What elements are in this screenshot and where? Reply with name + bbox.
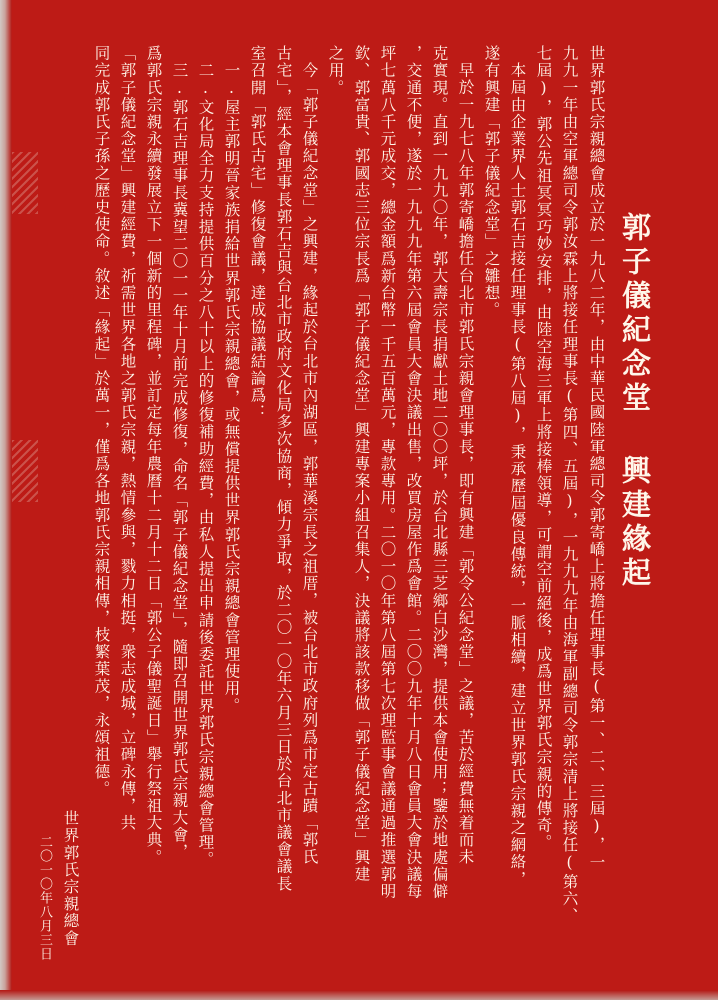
body-column-13: 古宅」，經本會理事長郭石吉與台北市政府文化局多次協商，傾力爭取，於二〇一〇年六月三日於台北市議會議長 — [274, 45, 293, 893]
body-column-9: 坪七萬八千元成交，總金額爲新台幣一千五百萬元，專款專用。二〇一〇年第八屆第七次理監事會議通過推選郭明 — [378, 45, 397, 900]
document-title: 郭子儀紀念堂 興建緣起 — [618, 212, 652, 591]
bottom-edge — [0, 990, 718, 1000]
body-column-8: ，交通不便，遂於一九九九年第六屆會員大會決議出售，改買房屋作爲會館。二〇〇九年十月八日會員大會決議每 — [404, 45, 423, 900]
body-column-19: 「郭子儀紀念堂」興建經費，祈需世界各地之郭氏宗親，熱情參與，戮力相挺，衆志成城，立碑永傳，共 — [118, 45, 137, 832]
body-column-4: 本屆由企業界人士郭石吉接任理事長(第八屆)，秉承歷屆優良傳統，一脈相續，建立世界郭氏宗親之網絡， — [508, 62, 527, 888]
body-column-1: 世界郭氏宗親總會成立於一九八二年，由中華民國陸軍總司令郭寄嶠上將擔任理事長(第一、二、三屆)，一 — [587, 45, 606, 871]
body-column-7: 克實現。直到一九九〇年，郭大壽宗長捐獻土地二〇〇坪，於台北縣三芝鄉白沙灣，提供本會使用；鑒於地處偏僻 — [430, 45, 449, 900]
body-column-16: 二.文化局全力支持提供百分之八十以上的修復補助經費，由私人提出申請後委託世界郭氏宗親總會管理。 — [196, 62, 215, 869]
body-column-5: 遂有興建「郭子儀紀念堂」之雛想。 — [482, 45, 501, 319]
edge-scuff — [12, 152, 38, 214]
binding-edge — [0, 0, 12, 1000]
body-column-12: 今「郭子儀紀念堂」之興建，緣起於台北市內湖區，郭華溪宗長之祖厝，被台北市政府列爲市定古蹟「郭氏 — [300, 62, 319, 866]
body-column-20: 同完成郭氏子孫之歷史使命。敘述「緣起」於萬一，僅爲各地郭氏宗親相傳，枝繁葉茂，永頌祖德。 — [92, 45, 111, 798]
body-column-11: 之用。 — [326, 45, 345, 97]
body-column-6: 早於一九七八年郭寄嶠擔任台北市郭氏宗親會理事長，即有興建「郭令公紀念堂」之議，苦於經費無着而未 — [456, 62, 475, 866]
body-column-3: 七屆)，郭公先祖冥冥巧妙安排，由陸空海三軍上將接棒領導，可謂空前絕後，成爲世界郭氏宗親的傳奇。 — [534, 45, 553, 852]
body-column-2: 九九一年由空軍總司令郭汝霖上將接任理事長(第四、五屆)，一九九九年由海軍副總司令郭宗清上將接任(第六、 — [560, 45, 579, 925]
body-column-10: 欽、郭富貴、郭國志三位宗長爲「郭子儀紀念堂」興建專案小組召集人，決議將該款移做「郭子儀紀念堂」興建 — [352, 45, 371, 883]
edge-scuff — [12, 440, 38, 502]
document-date: 二〇一〇年八月三日 — [37, 835, 52, 961]
body-column-15: 一.屋主郭明晉家族捐給世界郭氏宗親總會，或無償提供世界郭氏宗親總會管理使用。 — [222, 62, 241, 715]
body-column-18: 爲郭氏宗親永續發展立下一個新的里程碑，並訂定每年農曆十二月十二日「郭公子儀聖誕日」舉行祭祖大典。 — [144, 45, 163, 866]
signature: 世界郭氏宗親總會 — [61, 810, 80, 947]
body-column-17: 三.郭石吉理事長冀望二〇一一年十月前完成修復，命名「郭子儀紀念堂」，隨即召開世界郭氏宗親大會， — [170, 62, 189, 861]
body-column-14: 室召開「郭氏古宅」修復會議，達成協議結論爲： — [248, 45, 267, 422]
